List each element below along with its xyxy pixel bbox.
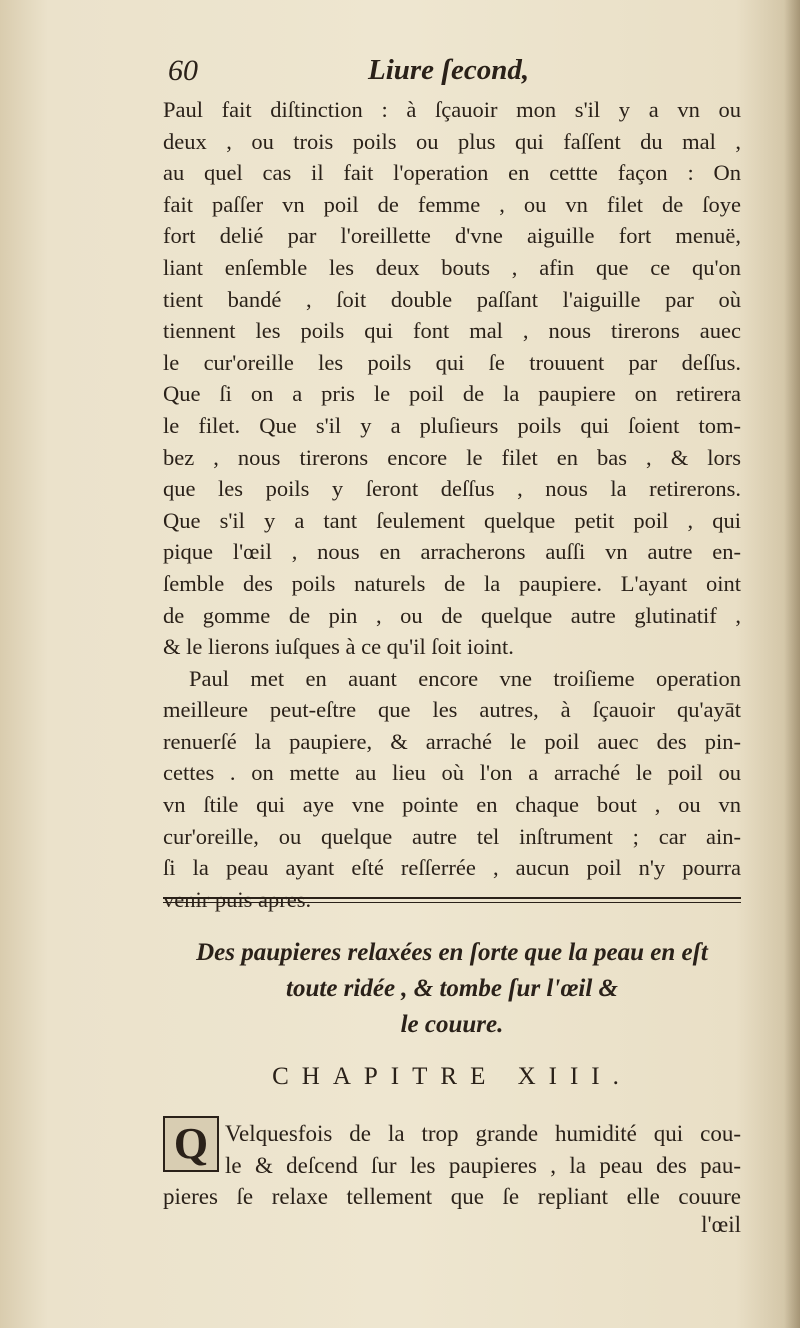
- text-line: de gomme de pin , ou de quelque autre glutinatif ,: [163, 602, 741, 628]
- text-line: Paul met en auant encore vne troiſieme operation: [189, 665, 741, 691]
- text-line: tient bandé , ſoit double paſſant l'aiguille par où: [163, 286, 741, 312]
- chapter-heading: CHAPITRE XIII.: [272, 1063, 632, 1090]
- text-line: ſemble des poils naturels de la paupiere. L'ayant oint: [163, 570, 741, 596]
- text-line: pieres ſe relaxe tellement que ſe repliant elle couure: [163, 1184, 741, 1210]
- decorated-initial-letter: Q: [173, 1119, 209, 1168]
- text-line: fort delié par l'oreillette d'vne aiguille fort menuë,: [163, 223, 741, 249]
- running-head: Liure ſecond,: [368, 54, 530, 86]
- text-line: Que ſi on a pris le poil de la paupiere on retirera: [163, 381, 741, 407]
- page-spine-shadow: [784, 0, 800, 1328]
- text-line: fait paſſer vn poil de femme , ou vn filet de ſoye: [163, 191, 741, 217]
- text-line: Paul fait diſtinction : à ſçauoir mon s'il y a vn ou: [163, 97, 741, 122]
- section-title-line: Des paupieres relaxées en ſorte que la peau en eſt: [196, 939, 708, 966]
- text-line: venir puis apres.: [163, 886, 312, 912]
- text-line: bez , nous tirerons encore le filet en bas , & lors: [163, 444, 741, 470]
- text-line: cettes . on mette au lieu où l'on a arraché le poil ou: [163, 760, 741, 786]
- text-line: vn ſtile qui aye vne pointe en chaque bout , ou vn: [163, 792, 741, 818]
- text-line: que les poils y ſeront deſſus , nous la retirerons.: [163, 476, 741, 502]
- text-line: au quel cas il fait l'operation en cettte façon : On: [163, 160, 741, 186]
- section-title-line: toute ridée , & tombe ſur l'œil &: [286, 975, 618, 1002]
- text-line: meilleure peut-eſtre que les autres, à ſçauoir qu'ayāt: [163, 697, 741, 723]
- catchword: l'œil: [701, 1212, 741, 1237]
- text-line: pique l'œil , nous en arracherons auſſi vn autre en-: [163, 539, 741, 565]
- text-line: cur'oreille, ou quelque autre tel inſtrument ; car ain-: [163, 823, 741, 849]
- text-line: deux , ou trois poils ou plus qui faſſent du mal ,: [163, 128, 741, 154]
- chapter-text: [163, 1118, 741, 1213]
- text-line: Velquesfois de la trop grande humidité qui cou-: [225, 1121, 741, 1146]
- page-header: [168, 54, 548, 94]
- section-rule: [163, 897, 741, 899]
- text-line: ſi la peau ayant eſté reſſerrée , aucun poil n'y pourra: [163, 855, 741, 881]
- text-line: liant enſemble les deux bouts , afin que ce qu'on: [163, 254, 741, 280]
- section-title: [163, 935, 741, 1043]
- text-line: tiennent les poils qui font mal , nous tirerons auec: [163, 318, 741, 344]
- section-title-line: le couure.: [400, 1011, 504, 1038]
- page-number: 60: [168, 54, 198, 87]
- text-line: renuerſé la paupiere, & arraché le poil auec des pin-: [163, 728, 741, 754]
- text-line: le & deſcend ſur les paupieres , la peau des pau-: [225, 1152, 741, 1178]
- section-rule-thin: [163, 902, 741, 903]
- text-line: Que s'il y a tant ſeulement quelque petit poil , qui: [163, 507, 741, 533]
- text-line: le filet. Que s'il y a pluſieurs poils qui ſoient tom-: [163, 412, 741, 438]
- text-line: le cur'oreille les poils qui ſe trouuent par deſſus.: [163, 349, 741, 375]
- body-text: [163, 94, 741, 915]
- text-line: & le lierons iuſques à ce qu'il ſoit ioint.: [163, 634, 514, 660]
